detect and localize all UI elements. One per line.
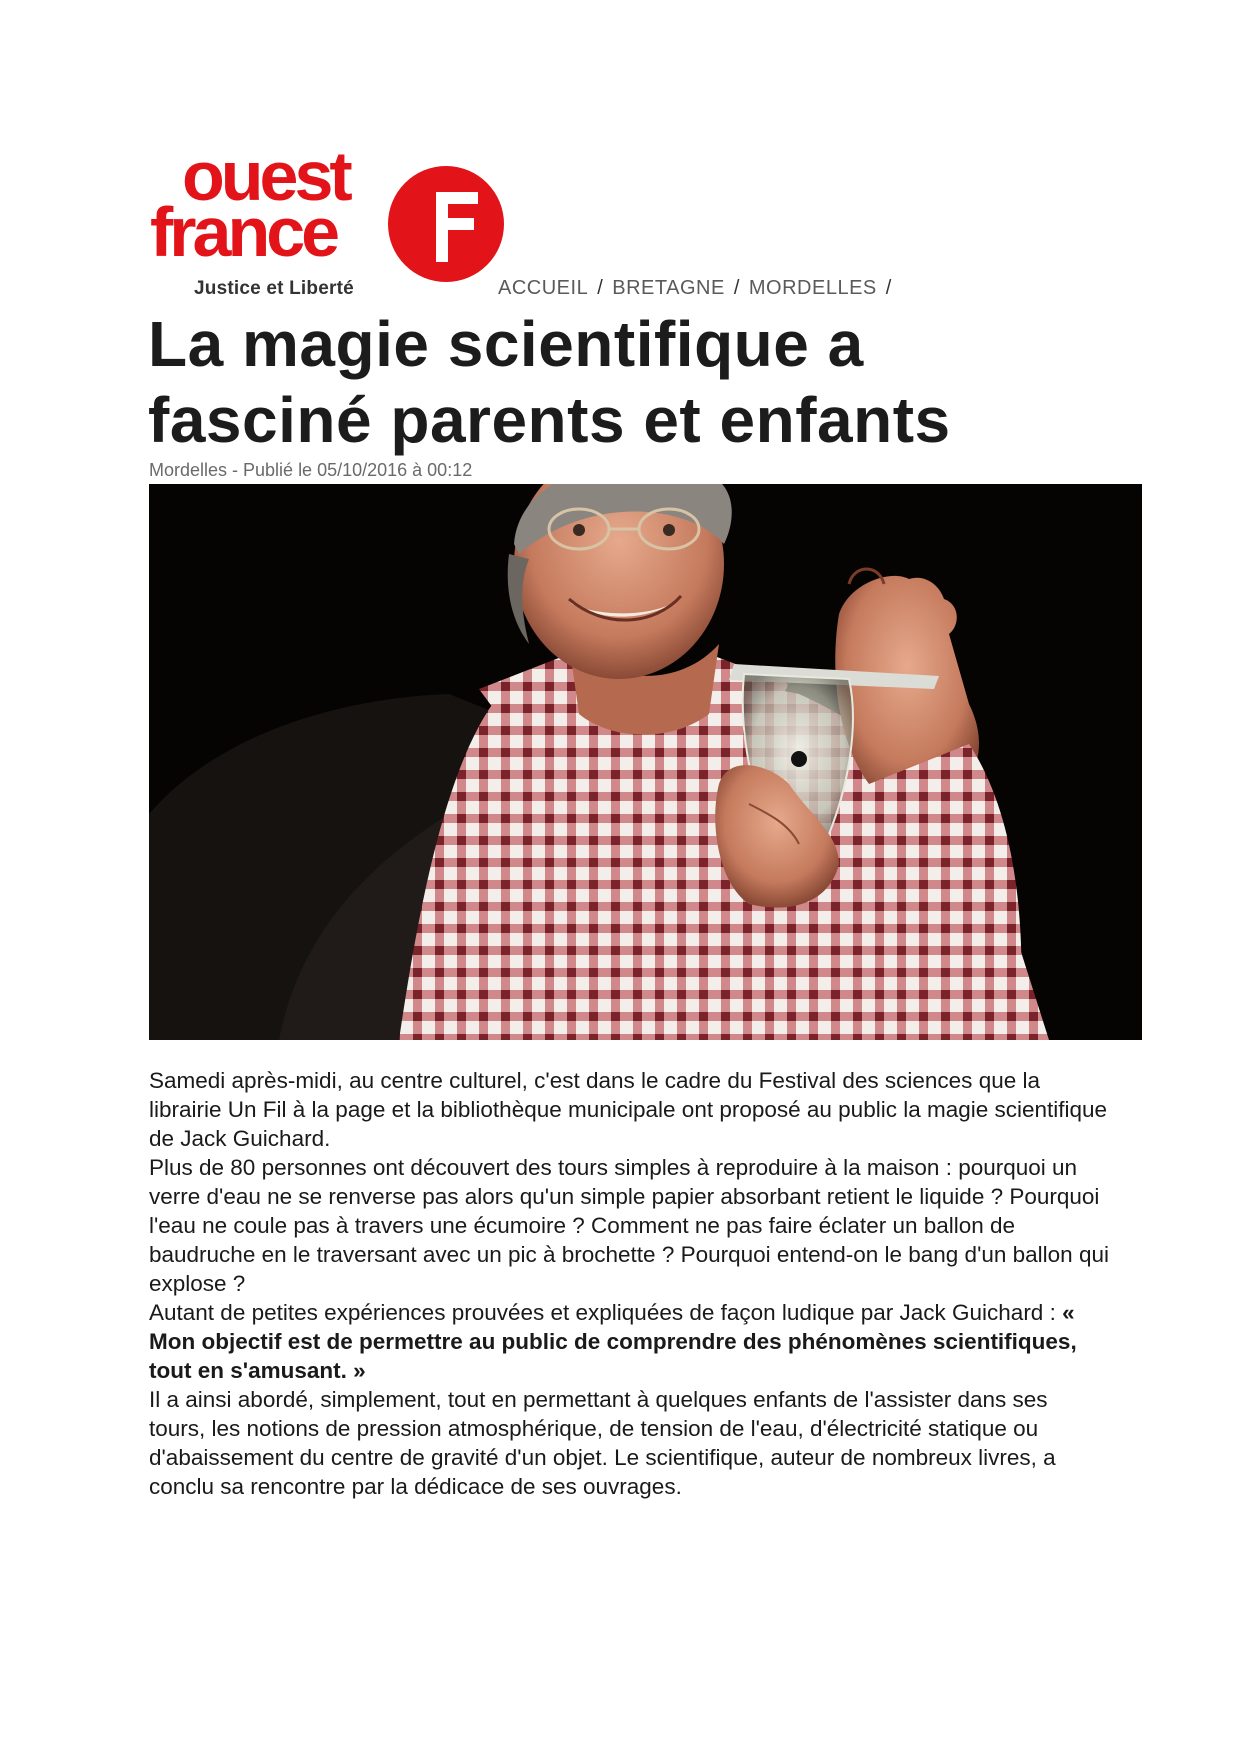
article-quote: « Mon objectif est de permettre au public de comprendre des phénomènes scientifiques, tout en s'amusant. »: [149, 1300, 1077, 1383]
scientist-photo-illustration: [149, 484, 1142, 1040]
article-meta: Mordelles - Publié le 05/10/2016 à 00:12: [149, 460, 473, 480]
breadcrumb: [498, 277, 901, 300]
article-paragraph-1: Samedi après-midi, au centre culturel, c'est dans le cadre du Festival des sciences que la librairie Un Fil à la page et la bibliothèque municipale ont proposé au public la magie scientifique de Jack Guichard.: [149, 1068, 1108, 1151]
logo-circle-icon: [386, 164, 506, 284]
logo-tagline: Justice et Liberté: [194, 278, 354, 299]
ouest-france-logo[interactable]: [150, 137, 510, 299]
article-title-line-2: fasciné parents et enfants: [148, 384, 951, 456]
breadcrumb-separator: /: [733, 277, 740, 299]
logo-wordmark: [150, 137, 349, 271]
breadcrumb-separator: /: [597, 277, 604, 299]
article-title-line-1: La magie scientifique a: [148, 308, 864, 380]
logo-line-ouest: ouest: [182, 137, 349, 215]
breadcrumb-item-mordelles[interactable]: MORDELLES: [748, 277, 877, 299]
breadcrumb-item-bretagne[interactable]: BRETAGNE: [612, 277, 725, 299]
article-paragraph-2: Plus de 80 personnes ont découvert des tours simples à reproduire à la maison : pourquoi un verre d'eau ne se renverse pas alors qu'un simple papier absorbant retient le liquide ? Pourquoi l'eau ne coule pas à travers une écumoire ? Comment ne pas faire éclater un ballon de baudruche en le traversant avec un pic à brochette ? Pourquoi entend-on le bang d'un ballon qui explose ?: [149, 1155, 1109, 1296]
article-photo: [149, 484, 1142, 1040]
breadcrumb-item-accueil[interactable]: ACCUEIL: [498, 277, 589, 299]
article-body: [149, 1066, 1109, 1501]
logo-line-france: france: [150, 193, 337, 271]
article-title: [148, 306, 1148, 458]
article-paragraph-3-intro: Autant de petites expériences prouvées et expliquées de façon ludique par Jack Guichard :: [149, 1300, 1063, 1325]
article-paragraph-4: Il a ainsi abordé, simplement, tout en permettant à quelques enfants de l'assister dans ses tours, les notions de pression atmosphérique, de tension de l'eau, d'électricité statique ou d'abaissement du centre de gravité d'un objet. Le scientifique, auteur de nombreux livres, a conclu sa rencontre par la dédicace de ses ouvrages.: [149, 1387, 1056, 1499]
breadcrumb-separator: /: [885, 277, 892, 299]
article-paragraph-3: [149, 1298, 1109, 1385]
